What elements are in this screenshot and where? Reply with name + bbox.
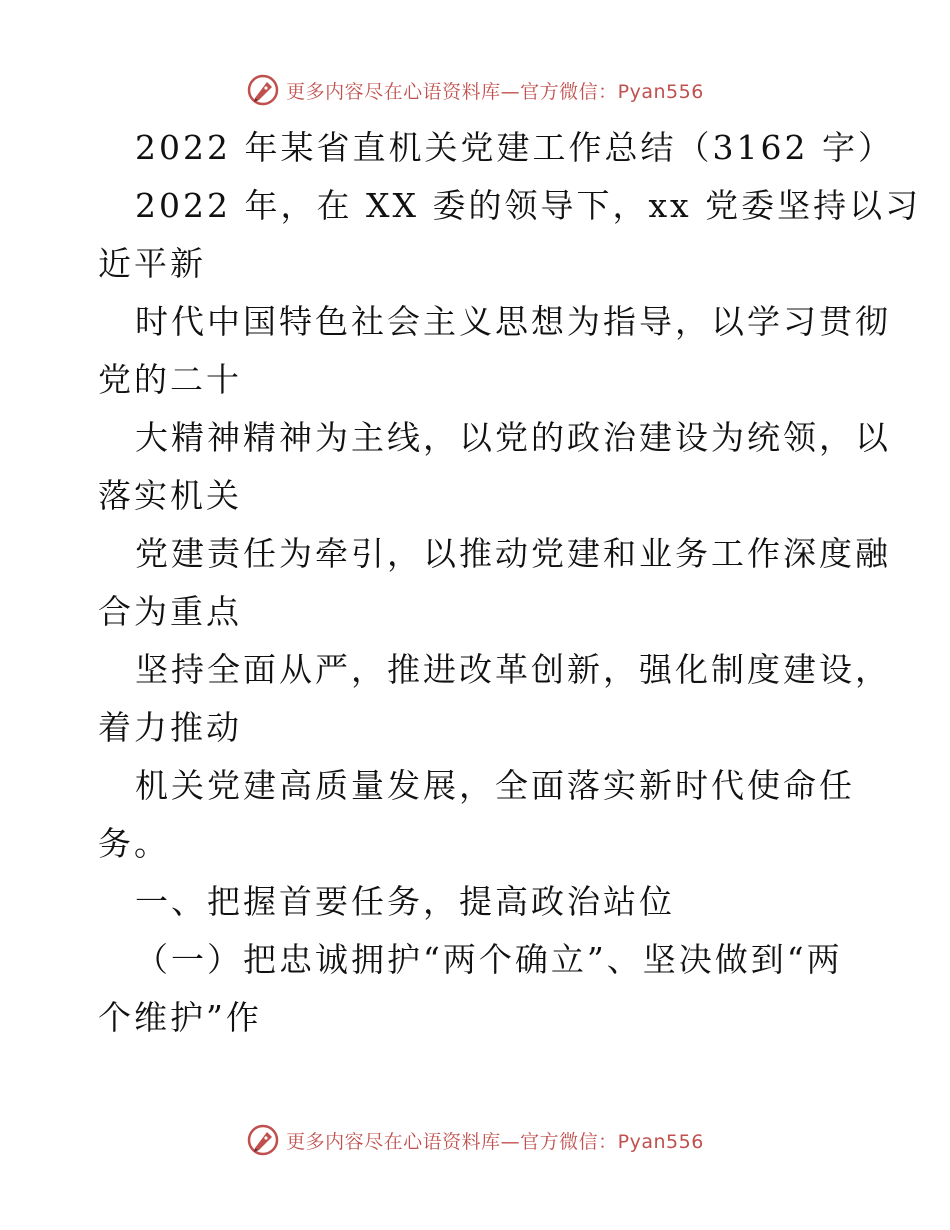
- paragraph-line: 合为重点: [98, 592, 242, 631]
- paragraph-line: 务。: [98, 824, 170, 863]
- watermark-banner-top: [0, 70, 950, 110]
- paragraph-line: 坚持全面从严，推进改革创新，强化制度建设，: [135, 650, 891, 689]
- pen-nib-logo-icon: [246, 1123, 280, 1157]
- watermark-text: 更多内容尽在心语资料库—官方微信：Pyan556: [286, 80, 704, 103]
- paragraph-line: 党的二十: [98, 360, 242, 399]
- subsection-heading: （一）把忠诚拥护“两个确立”、坚决做到“两: [135, 940, 843, 979]
- paragraph-line: 2022 年，在 XX 委的领导下，xx 党委坚持以习: [135, 186, 922, 225]
- paragraph-line: 落实机关: [98, 476, 242, 515]
- subsection-heading: 个维护”作: [98, 998, 262, 1037]
- paragraph-line: 时代中国特色社会主义思想为指导，以学习贯彻: [135, 302, 891, 341]
- pen-nib-logo-icon: [246, 73, 280, 107]
- paragraph-line: 大精神精神为主线，以党的政治建设为统领，以: [135, 418, 891, 457]
- paragraph-line: 机关党建高质量发展，全面落实新时代使命任: [135, 766, 855, 805]
- watermark-text: 更多内容尽在心语资料库—官方微信：Pyan556: [286, 1130, 704, 1153]
- paragraph-line: 着力推动: [98, 708, 242, 747]
- section-heading: 一、把握首要任务，提高政治站位: [135, 882, 675, 921]
- paragraph-line: 党建责任为牵引，以推动党建和业务工作深度融: [135, 534, 891, 573]
- watermark-banner-bottom: [0, 1120, 950, 1160]
- document-title: 2022 年某省直机关党建工作总结（3162 字）: [135, 128, 894, 167]
- paragraph-line: 近平新: [98, 244, 206, 283]
